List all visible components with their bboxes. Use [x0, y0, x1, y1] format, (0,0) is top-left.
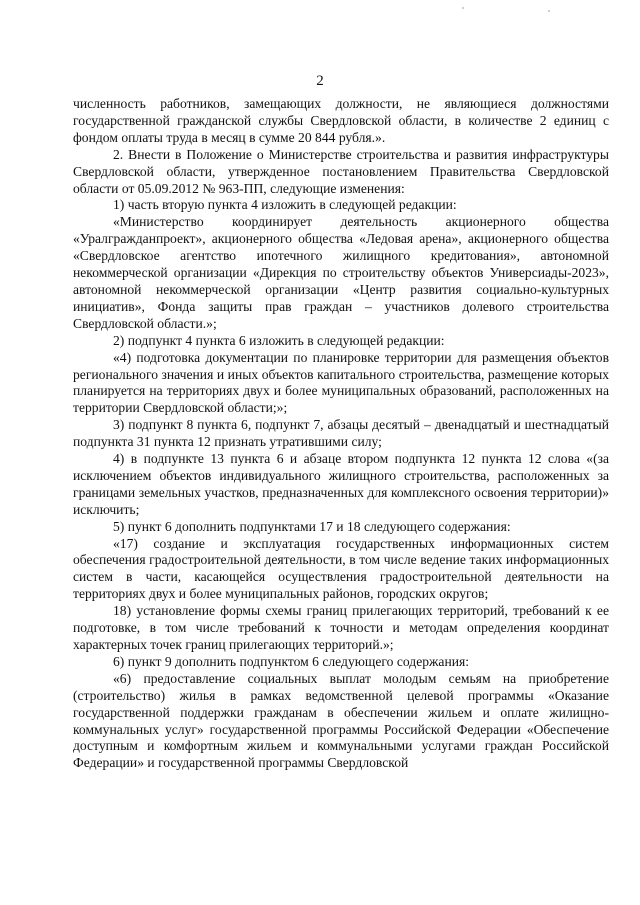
paragraph: «17) создание и эксплуатация государственных информационных систем обеспечения градостроительной деятельности, в том числе ведение таких информационных систем в части, касающейся осуществления градостроительной деятельности на территориях двух и более муниципальных районов, городских округов;: [73, 535, 609, 602]
page-number: 2: [316, 73, 324, 89]
paragraph: «4) подготовка документации по планировке территории для размещения объектов регионального значения и иных объектов капитального строительства, размещение которых планируется на территориях двух и более муниципальных образований, расположенных на территории Свердловской области;»;: [73, 349, 609, 416]
paragraph: 2) подпункт 4 пункта 6 изложить в следующей редакции:: [113, 332, 445, 348]
scan-artifact: [548, 10, 550, 12]
paragraph: численность работников, замещающих должности, не являющиеся должностями государственной гражданской службы Свердловской области, в количестве 2 единиц с фондом оплаты труда в месяц в сумме 20 844 рубля.».: [73, 96, 609, 145]
paragraph: 6) пункт 9 дополнить подпунктом 6 следующего содержания:: [113, 653, 470, 669]
paragraph: «6) предоставление социальных выплат молодым семьям на приобретение (строительство) жилья в рамках ведомственной целевой программы «Оказание государственной поддержки гражданам в обеспечении жильем и оплате жилищно-коммунальных услуг» государственной программы Российской Федерации «Обеспечение доступным и комфортным жильем и коммунальными услугами граждан Российской Федерации» и государственной программы Свердловской: [73, 670, 609, 771]
paragraph: 3) подпункт 8 пункта 6, подпункт 7, абзацы десятый – двенадцатый и шестнадцатый подпункта 31 пункта 12 признать утратившими силу;: [73, 417, 609, 450]
paragraph: 2. Внести в Положение о Министерстве строительства и развития инфраструктуры Свердловской области, утвержденное постановлением Правительства Свердловской области от 05.09.2012 № 963-ПП, следующие изменения:: [73, 146, 609, 196]
paragraph: 18) установление формы схемы границ прилегающих территорий, требований к ее подготовке, в том числе требований к точности и методам определения координат характерных точек границ прилегающих территорий.»;: [73, 603, 609, 652]
scan-artifact: [462, 7, 464, 9]
paragraph: 4) в подпункте 13 пункта 6 и абзаце втором подпункта 12 пункта 12 слова «(за исключением объектов индивидуального жилищного строительства, расположенных за границами земельных участков, предназначенных для комплексного освоения территории)» исключить;: [73, 451, 609, 517]
paragraph: 5) пункт 6 дополнить подпунктами 17 и 18 следующего содержания:: [113, 518, 511, 534]
paragraph: 1) часть вторую пункта 4 изложить в следующей редакции:: [113, 197, 457, 213]
document-body: [73, 96, 609, 772]
paragraph: «Министерство координирует деятельность акционерного общества «Уралгражданпроект», акционерного общества «Ледовая арена», акционерного общества «Свердловское агентство ипотечного жилищного кредитования», автономной некоммерческой организации «Дирекция по строительству объектов Универсиады-2023», автономной некоммерческой организации «Центр развития социально-культурных инициатив», Фонда защиты прав граждан – участников долевого строительства Свердловской области.»;: [73, 214, 609, 331]
